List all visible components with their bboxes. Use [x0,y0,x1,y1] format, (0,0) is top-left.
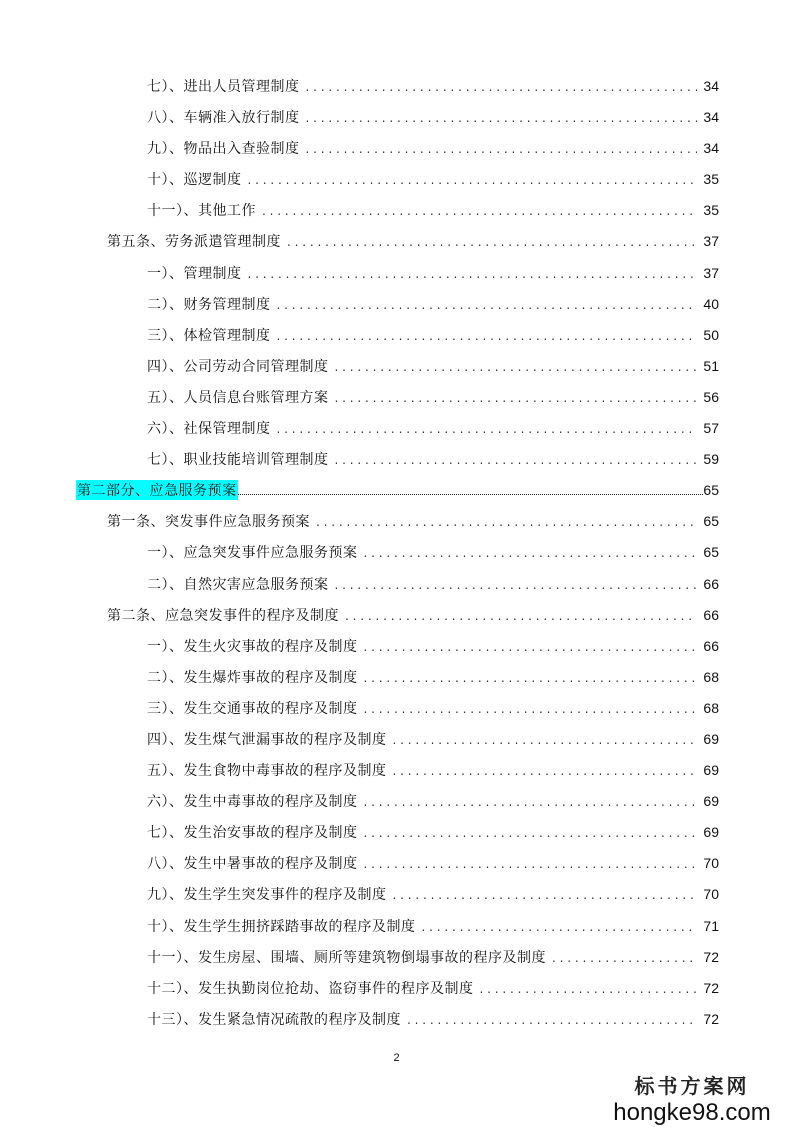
toc-entry-page: 72 [703,979,719,996]
toc-entry-page: 69 [703,730,719,747]
dot-leader [393,888,698,902]
toc-entry-page: 65 [703,482,719,499]
toc-entry-page: 57 [703,420,719,437]
toc-entry-label: 十一）、发生房屋、围墙、厕所等建筑物倒塌事故的程序及制度 [147,949,546,966]
dot-leader [277,298,698,312]
dot-leader [306,142,698,156]
toc-entry-page: 50 [703,326,719,343]
dot-leader [335,391,698,405]
toc-entry-page: 65 [703,513,719,530]
toc-entry-label: 七）、发生治安事故的程序及制度 [147,825,358,842]
toc-entry-label: 九）、发生学生突发事件的程序及制度 [147,887,387,904]
dot-leader [552,951,697,965]
toc-entry[interactable] [0,194,793,225]
toc-entry-label: 十一）、其他工作 [147,203,256,220]
toc-entry-page: 70 [703,886,719,903]
toc-entry-page: 51 [703,357,719,374]
toc-entry-label: 二）、自然灾害应急服务预案 [147,576,329,593]
toc-entry-page: 35 [703,171,719,188]
toc-entry[interactable] [0,350,793,381]
toc-entry[interactable] [0,972,793,1003]
dot-leader [248,173,698,187]
toc-entry[interactable] [0,941,793,972]
toc-entry[interactable] [0,225,793,256]
toc-entry-label: 八）、发生中暑事故的程序及制度 [147,856,358,873]
toc-entry-page: 66 [703,575,719,592]
toc-entry[interactable] [0,536,793,567]
toc-entry[interactable] [0,692,793,723]
toc-entry-label: 六）、发生中毒事故的程序及制度 [147,794,358,811]
toc-entry[interactable] [0,381,793,412]
toc-entry[interactable] [0,599,793,630]
toc-entry-page: 68 [703,668,719,685]
dot-leader [335,453,698,467]
toc-entry-label: 三）、发生交通事故的程序及制度 [147,700,358,717]
toc-entry[interactable] [0,319,793,350]
toc-entry-page: 66 [703,606,719,623]
dot-leader [277,422,698,436]
toc-entry[interactable] [0,1003,793,1034]
toc-entry-page: 69 [703,824,719,841]
toc-entry[interactable] [0,70,793,101]
toc-entry-label: 十三）、发生紧急情况疏散的程序及制度 [147,1011,401,1028]
toc-entry-label: 第一条、突发事件应急服务预案 [107,514,310,531]
toc-entry-label: 八）、车辆准入放行制度 [147,110,300,127]
toc-entry-page: 34 [703,78,719,94]
toc-entry[interactable] [0,878,793,909]
toc-entry-page: 40 [703,295,719,312]
toc-entry-label: 第五条、劳务派遣管理制度 [107,234,281,251]
toc-entry[interactable] [0,163,793,194]
toc-entry[interactable] [0,910,793,941]
toc-entry-label: 七）、职业技能培训管理制度 [147,452,329,469]
toc-entry-label: 二）、财务管理制度 [147,296,271,313]
dot-leader [364,702,698,716]
watermark-url: hongke98.com [613,1099,771,1126]
toc-entry-label: 一）、应急突发事件应急服务预案 [147,545,358,562]
toc-entry[interactable] [0,568,793,599]
toc-entry-label: 第二条、应急突发事件的程序及制度 [107,607,339,624]
toc-entry-page: 59 [703,451,719,468]
toc-entry[interactable] [0,785,793,816]
toc-entry-page: 69 [703,762,719,779]
toc-entry[interactable] [0,816,793,847]
toc-entry-label: 九）、物品出入查验制度 [147,141,300,158]
toc-entry[interactable] [0,474,793,505]
toc-entry-label: 七）、进出人员管理制度 [147,79,300,95]
toc-entry[interactable] [0,132,793,163]
watermark-title: 标书方案网 [634,1074,750,1098]
dot-leader [364,671,698,685]
toc-entry-label: 四）、发生煤气泄漏事故的程序及制度 [147,731,387,748]
dot-leader [364,826,698,840]
toc-entry-page: 70 [703,855,719,872]
toc-entry-label: 十）、巡逻制度 [147,172,242,189]
dot-leader [306,111,698,125]
toc-entry[interactable] [0,505,793,536]
toc-entry-page: 37 [703,233,719,250]
toc-entry-page: 72 [703,1010,719,1027]
toc-entry[interactable] [0,847,793,878]
toc-entry[interactable] [0,443,793,474]
dot-leader [393,733,698,747]
toc-entry-page: 71 [703,917,719,934]
dot-leader [364,640,698,654]
dot-leader [335,360,698,374]
dot-leader [316,515,697,529]
toc-entry-page: 37 [703,264,719,281]
dot-leader [364,546,698,560]
dot-leader [335,578,698,592]
dot-leader [422,920,698,934]
dot-leader [306,80,698,94]
toc-entry-label: 十）、发生学生拥挤踩踏事故的程序及制度 [147,918,416,935]
toc-entry-page: 72 [703,948,719,965]
toc-entry-label: 一）、发生火灾事故的程序及制度 [147,638,358,655]
toc-entry-page: 35 [703,202,719,219]
dot-leader [287,235,697,249]
toc-entry-label: 第二部分、应急服务预案 [76,480,238,500]
toc-entry[interactable] [0,723,793,754]
dot-leader [364,857,698,871]
toc-entry-page: 34 [703,109,719,126]
toc-entry[interactable] [0,630,793,661]
toc-entry-label: 十二）、发生执勤岗位抢劫、盗窃事件的程序及制度 [147,980,474,997]
toc-entry-page: 69 [703,793,719,810]
toc-entry-page: 56 [703,388,719,405]
toc-entry[interactable] [0,101,793,132]
dot-leader [393,764,698,778]
toc-entry-page: 34 [703,140,719,157]
page-number: 2 [393,1052,400,1064]
toc-entry-label: 二）、发生爆炸事故的程序及制度 [147,669,358,686]
toc-entry[interactable] [0,257,793,288]
toc-entry-page: 65 [703,544,719,561]
toc-entry[interactable] [0,288,793,319]
toc-entry-label: 三）、体检管理制度 [147,327,271,344]
dot-leader [248,267,698,281]
dot-leader [262,204,697,218]
watermark-logo [607,1070,777,1127]
dot-leader [480,982,698,996]
toc-entry-label: 六）、社保管理制度 [147,421,271,438]
table-of-contents [0,70,793,1034]
dot-leader [238,484,704,495]
dot-leader [364,795,698,809]
toc-entry-label: 五）、发生食物中毒事故的程序及制度 [147,763,387,780]
toc-entry-label: 五）、人员信息台账管理方案 [147,389,329,406]
dot-leader [277,329,698,343]
toc-entry[interactable] [0,412,793,443]
toc-entry[interactable] [0,754,793,785]
dot-leader [407,1013,697,1027]
toc-entry-page: 66 [703,637,719,654]
toc-entry[interactable] [0,661,793,692]
toc-entry-label: 一）、管理制度 [147,265,242,282]
toc-entry-label: 四）、公司劳动合同管理制度 [147,358,329,375]
toc-entry-page: 68 [703,699,719,716]
dot-leader [345,609,697,623]
